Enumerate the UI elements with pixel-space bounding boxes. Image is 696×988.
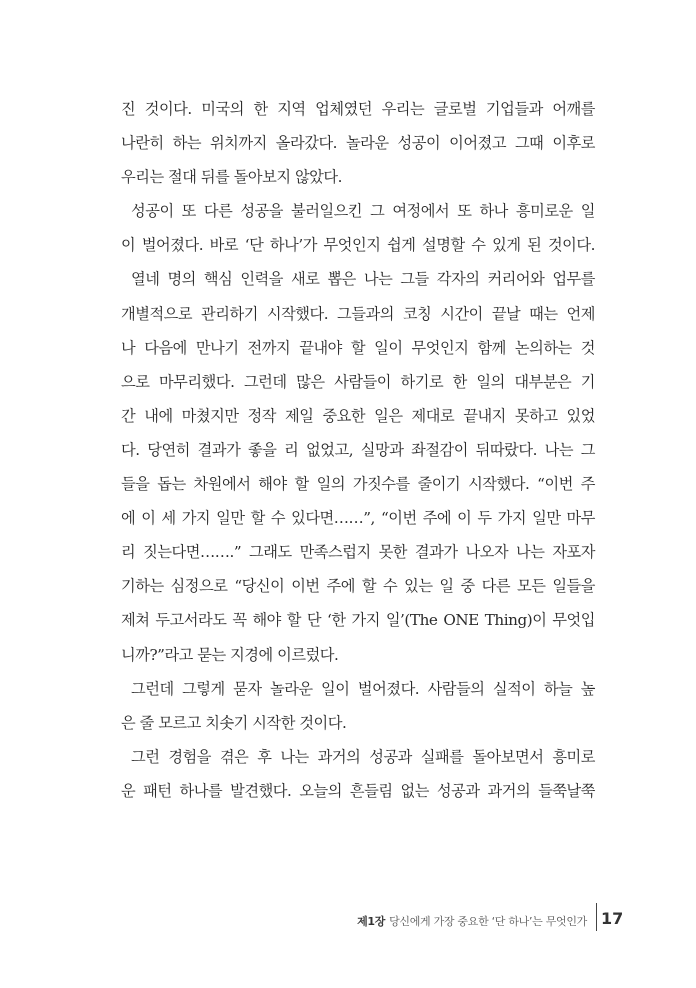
text-line: 기하는 심정으로 “당신이 이번 주에 할 수 있는 일 중 다른 모든 일들을 (121, 577, 595, 596)
text-line: 제쳐 두고서라도 꼭 해야 할 단 ‘한 가지 일’(The ONE Thing)이 무엇입 (121, 611, 595, 630)
text-line: 진 것이다. 미국의 한 지역 업체였던 우리는 글로벌 기업들과 어깨를 (121, 100, 595, 118)
text-line: 열네 명의 핵심 인력을 새로 뽑은 나는 그들 각자의 커리어와 업무를 (131, 270, 595, 289)
text-line: 나란히 하는 위치까지 올라갔다. 놀라운 성공이 이어졌고 그때 이후로 (121, 134, 595, 153)
text-line: 에 이 세 가지 일만 할 수 있다면……”, “이번 주에 이 두 가지 일만 마무 (121, 509, 595, 528)
text-line: 나 다음에 만나기 전까지 끝내야 할 일이 무엇인지 함께 논의하는 것 (121, 338, 595, 357)
chapter-label: 제1장 (357, 915, 386, 928)
page-number: 17 (601, 909, 624, 928)
text-line: 이 벌어졌다. 바로 ‘단 하나’가 무엇인지 쉽게 설명할 수 있게 된 것이다. (121, 236, 595, 255)
text-line: 그런데 그렇게 묻자 놀라운 일이 벌어졌다. 사람들의 실적이 하늘 높 (131, 679, 595, 698)
text-line: 성공이 또 다른 성공을 불러일으킨 그 여정에서 또 하나 흥미로운 일 (131, 202, 595, 221)
text-line: 그런 경험을 겪은 후 나는 과거의 성공과 실패를 돌아보면서 흥미로 (131, 747, 595, 766)
footer-divider (596, 903, 597, 931)
text-line: 우리는 절대 뒤를 돌아보지 않았다. (121, 168, 342, 187)
page-footer (0, 903, 696, 939)
body-text (121, 92, 595, 808)
text-line: 리 짓는다면…….” 그래도 만족스럽지 못한 결과가 나오자 나는 자포자 (121, 543, 595, 562)
text-line: 간 내에 마쳤지만 정작 제일 중요한 일은 제대로 끝내지 못하고 있었 (121, 406, 595, 425)
text-line: 운 패턴 하나를 발견했다. 오늘의 흔들림 없는 성공과 과거의 들쭉날쭉 (121, 781, 595, 800)
text-line: 은 줄 모르고 치솟기 시작한 것이다. (121, 713, 347, 732)
text-line: 다. 당연히 결과가 좋을 리 없었고, 실망과 좌절감이 뒤따랐다. 나는 그 (121, 440, 595, 459)
text-line: 들을 돕는 차원에서 해야 할 일의 가짓수를 줄이기 시작했다. “이번 주 (121, 475, 595, 494)
text-line: 개별적으로 관리하기 시작했다. 그들과의 코칭 시간이 끝날 때는 언제 (121, 304, 595, 323)
text-line: 니까?”라고 묻는 지경에 이르렀다. (121, 645, 339, 664)
text-line: 으로 마무리했다. 그런데 많은 사람들이 하기로 한 일의 대부분은 기 (121, 372, 595, 391)
chapter-title: 당신에게 가장 중요한 ‘단 하나’는 무엇인가 (389, 915, 587, 928)
running-footer (357, 913, 587, 929)
